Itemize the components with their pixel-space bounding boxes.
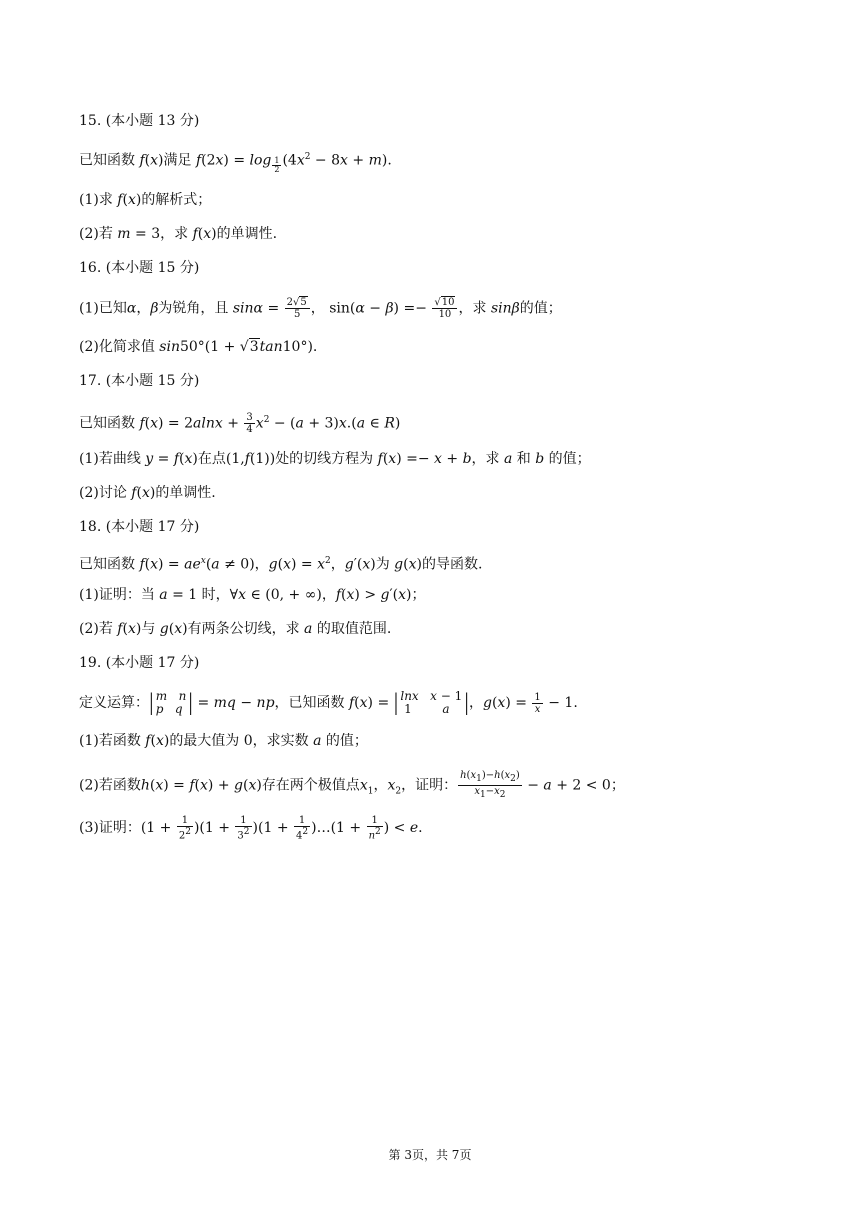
- problem-15-stem: 已知函数 f(x)满足 f(2x) = log $_{\frac{1}{2}}$ $(4x^2 - 8x + m)$.: [79, 152, 392, 175]
- problem-17-part2: (2)讨论 f(x)的单调性.: [79, 485, 216, 501]
- problem-16-part1: (1)已知α，β为锐角，且 sinα = $\frac{2√5}{5}$ ， sin(α − β) =− $\frac{√10}{10}$ ，求 sinβ的值；: [79, 297, 562, 320]
- problem-15-part1: (1)求 f(x)的解析式；: [79, 192, 212, 208]
- problem-16-header: 16. (本小题 15 分): [79, 260, 200, 276]
- problem-18-stem: 已知函数 $f(x) = ae^x(a \ne 0)$，$g(x) = x^2$，g′(x)为 g(x)的导函数.: [79, 556, 483, 573]
- problem-19-part1: (1)若函数 f(x)的最大值为 0，求实数 a 的值；: [79, 733, 368, 749]
- problem-19-stem: 定义运算：| m n p q | = mq − np，已知函数 f(x) = | lnx x − 1 1 a |，g(x) = $\frac{1}{x}$ − 1.: [79, 689, 578, 716]
- page-footer: 第 3页，共 7页: [388, 1148, 472, 1162]
- problem-19-header: 19. (本小题 17 分): [79, 655, 200, 671]
- problem-15-header: 15. (本小题 13 分): [79, 113, 200, 129]
- problem-18-header: 18. (本小题 17 分): [79, 519, 200, 535]
- problem-16-part2: (2)化简求值 sin50°(1 + √3tan10°).: [79, 339, 318, 355]
- problem-15-part2: (2)若 m = 3，求 f(x)的单调性.: [79, 226, 278, 242]
- problem-18-part1: (1)证明：当 a = 1 时，∀x ∈ (0, + ∞)，f(x) > g′(x)；: [79, 587, 426, 603]
- problem-17-stem: 已知函数 f(x) = 2alnx + $\frac{3}{4}$ $x^2 - (a + 3)x.(a$ ∈ R): [79, 412, 401, 436]
- problem-17-header: 17. (本小题 15 分): [79, 373, 200, 389]
- problem-19-part2: (2)若函数h(x) = f(x) + g(x)存在两个极值点$x_1$，$x_2$，证明： $\frac{h(x_1)-h(x_2)}{x_1-x_2}$ − a + 2 < 0；: [79, 770, 625, 800]
- problem-18-part2: (2)若 f(x)与 g(x)有两条公切线，求 a 的取值范围.: [79, 621, 392, 637]
- problem-17-part1: (1)若曲线 y = f(x)在点(1,f(1))处的切线方程为 f(x) =− x + b，求 a 和 b 的值；: [79, 451, 591, 467]
- problem-19-part3: (3)证明：(1 + $\frac{1}{2^2}$ )(1 + $\frac{1}{3^2}$ )(1 + $\frac{1}{4^2}$ )…(1 + $\frac{1}{n^2}$ ) < e.: [79, 815, 423, 842]
